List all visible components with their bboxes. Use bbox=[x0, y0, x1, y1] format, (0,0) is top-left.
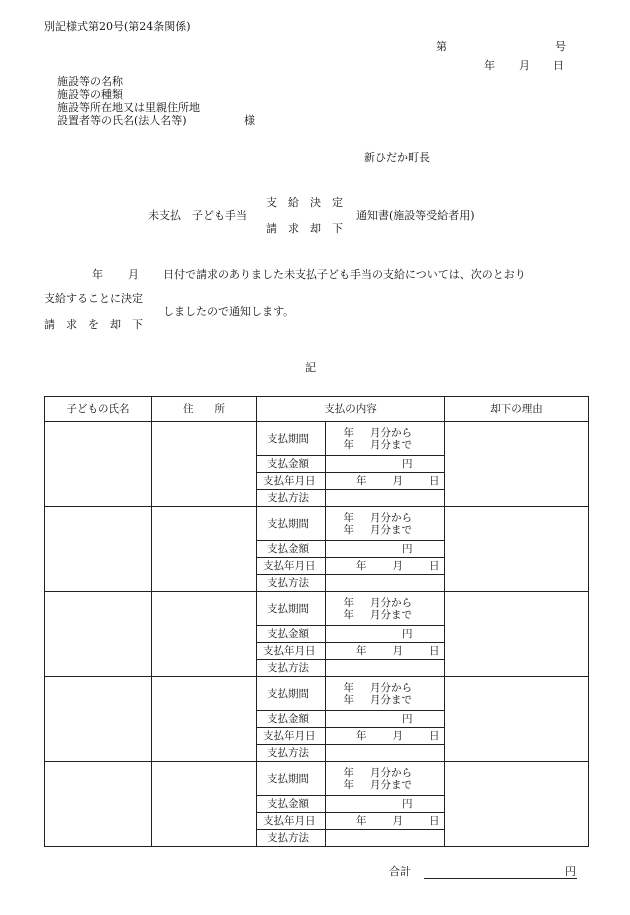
table-row bbox=[45, 507, 589, 541]
child-name-cell[interactable] bbox=[45, 677, 152, 762]
body-option-grant: 支給することに決定 bbox=[44, 292, 143, 305]
child-name-cell[interactable] bbox=[45, 592, 152, 677]
amount-unit: 円 bbox=[402, 798, 413, 810]
date-day: 日 bbox=[429, 730, 440, 742]
body-option-reject: 請 求 を 却 下 bbox=[44, 318, 143, 331]
date-year: 年 bbox=[356, 560, 367, 572]
payment-method-value[interactable] bbox=[326, 660, 445, 677]
honorific: 様 bbox=[244, 114, 255, 127]
period-from-year: 年 bbox=[343, 511, 354, 524]
date-month: 月 bbox=[392, 730, 403, 742]
period-label: 支払期間 bbox=[257, 422, 326, 456]
amount-unit: 円 bbox=[402, 458, 413, 470]
body-year: 年 bbox=[92, 268, 103, 281]
child-name-cell[interactable] bbox=[45, 422, 152, 507]
payment-method-label: 支払方法 bbox=[257, 490, 326, 507]
issue-date-year: 年 bbox=[484, 59, 495, 72]
total-unit: 円 bbox=[565, 865, 576, 878]
date-year: 年 bbox=[356, 645, 367, 657]
date-month: 月 bbox=[392, 645, 403, 657]
body-month: 月 bbox=[128, 268, 139, 281]
payment-table bbox=[44, 396, 589, 847]
body-line2: しましたので通知します。 bbox=[163, 305, 295, 318]
period-to-year: 年 bbox=[343, 608, 354, 621]
payment-date-label: 支払年月日 bbox=[257, 643, 326, 660]
rejection-reason-cell[interactable] bbox=[445, 762, 589, 847]
date-day: 日 bbox=[429, 560, 440, 572]
period-to-month: 月分まで bbox=[370, 693, 412, 706]
period-from-year: 年 bbox=[343, 426, 354, 439]
period-from-month: 月分から bbox=[370, 766, 412, 779]
total-amount-field[interactable] bbox=[424, 878, 577, 879]
table-row bbox=[45, 422, 589, 456]
document-number-suffix: 号 bbox=[555, 40, 566, 53]
amount-value[interactable] bbox=[326, 711, 445, 728]
payment-method-value[interactable] bbox=[326, 830, 445, 847]
payment-date-value[interactable] bbox=[326, 728, 445, 745]
period-to-year: 年 bbox=[343, 523, 354, 536]
date-year: 年 bbox=[356, 815, 367, 827]
amount-value[interactable] bbox=[326, 796, 445, 813]
payment-date-label: 支払年月日 bbox=[257, 473, 326, 490]
address-cell[interactable] bbox=[152, 422, 257, 507]
period-from-month: 月分から bbox=[370, 596, 412, 609]
period-from-year: 年 bbox=[343, 596, 354, 609]
payment-method-label: 支払方法 bbox=[257, 660, 326, 677]
child-name-cell[interactable] bbox=[45, 507, 152, 592]
payment-date-value[interactable] bbox=[326, 473, 445, 490]
table-row bbox=[45, 677, 589, 711]
payment-method-value[interactable] bbox=[326, 575, 445, 592]
operator-name-label: 設置者等の氏名(法人名等) bbox=[57, 114, 187, 127]
period-to-year: 年 bbox=[343, 693, 354, 706]
period-value[interactable] bbox=[326, 422, 445, 456]
payment-method-label: 支払方法 bbox=[257, 745, 326, 762]
date-month: 月 bbox=[392, 475, 403, 487]
title-suffix: 通知書(施設等受給者用) bbox=[356, 209, 475, 222]
period-value[interactable] bbox=[326, 507, 445, 541]
date-month: 月 bbox=[392, 815, 403, 827]
payment-date-label: 支払年月日 bbox=[257, 813, 326, 830]
header-child-name: 子どもの氏名 bbox=[45, 397, 152, 422]
address-cell[interactable] bbox=[152, 592, 257, 677]
period-to-month: 月分まで bbox=[370, 523, 412, 536]
rejection-reason-cell[interactable] bbox=[445, 422, 589, 507]
date-day: 日 bbox=[429, 815, 440, 827]
table-row bbox=[45, 762, 589, 796]
payment-method-value[interactable] bbox=[326, 490, 445, 507]
period-from-month: 月分から bbox=[370, 511, 412, 524]
payment-method-label: 支払方法 bbox=[257, 575, 326, 592]
title-option-grant: 支 給 決 定 bbox=[266, 196, 343, 209]
amount-unit: 円 bbox=[402, 628, 413, 640]
child-name-cell[interactable] bbox=[45, 762, 152, 847]
date-month: 月 bbox=[392, 560, 403, 572]
period-value[interactable] bbox=[326, 592, 445, 626]
period-to-month: 月分まで bbox=[370, 778, 412, 791]
period-to-year: 年 bbox=[343, 438, 354, 451]
rejection-reason-cell[interactable] bbox=[445, 592, 589, 677]
date-day: 日 bbox=[429, 645, 440, 657]
amount-label: 支払金額 bbox=[257, 711, 326, 728]
date-year: 年 bbox=[356, 730, 367, 742]
facility-type-label: 施設等の種類 bbox=[57, 88, 123, 101]
period-label: 支払期間 bbox=[257, 677, 326, 711]
period-to-month: 月分まで bbox=[370, 438, 412, 451]
header-address: 住 所 bbox=[152, 397, 257, 422]
period-from-year: 年 bbox=[343, 681, 354, 694]
amount-value[interactable] bbox=[326, 541, 445, 558]
address-cell[interactable] bbox=[152, 677, 257, 762]
period-label: 支払期間 bbox=[257, 592, 326, 626]
header-payment-content: 支払の内容 bbox=[257, 397, 445, 422]
period-label: 支払期間 bbox=[257, 507, 326, 541]
form-label: 別記様式第20号(第24条関係) bbox=[44, 20, 191, 33]
period-value[interactable] bbox=[326, 677, 445, 711]
title-option-reject: 請 求 却 下 bbox=[266, 222, 343, 235]
title-prefix: 未支払 子ども手当 bbox=[148, 209, 247, 222]
amount-label: 支払金額 bbox=[257, 456, 326, 473]
payment-date-value[interactable] bbox=[326, 643, 445, 660]
amount-label: 支払金額 bbox=[257, 541, 326, 558]
address-cell[interactable] bbox=[152, 507, 257, 592]
payment-method-label: 支払方法 bbox=[257, 830, 326, 847]
issuer-name: 新ひだか町長 bbox=[364, 151, 430, 164]
facility-address-label: 施設等所在地又は里親住所地 bbox=[57, 101, 200, 114]
document-number-prefix: 第 bbox=[436, 40, 447, 53]
body-line1: 日付で請求のありました未支払子ども手当の支給については、次のとおり bbox=[163, 268, 526, 281]
issue-date-day: 日 bbox=[553, 59, 564, 72]
period-from-year: 年 bbox=[343, 766, 354, 779]
payment-date-value[interactable] bbox=[326, 813, 445, 830]
date-day: 日 bbox=[429, 475, 440, 487]
payment-date-label: 支払年月日 bbox=[257, 728, 326, 745]
period-label: 支払期間 bbox=[257, 762, 326, 796]
address-cell[interactable] bbox=[152, 762, 257, 847]
rejection-reason-cell[interactable] bbox=[445, 507, 589, 592]
ki-heading: 記 bbox=[305, 361, 316, 374]
period-value[interactable] bbox=[326, 762, 445, 796]
period-to-month: 月分まで bbox=[370, 608, 412, 621]
period-from-month: 月分から bbox=[370, 681, 412, 694]
amount-label: 支払金額 bbox=[257, 796, 326, 813]
period-from-month: 月分から bbox=[370, 426, 412, 439]
facility-name-label: 施設等の名称 bbox=[57, 75, 123, 88]
amount-unit: 円 bbox=[402, 543, 413, 555]
issue-date-month: 月 bbox=[519, 59, 530, 72]
amount-unit: 円 bbox=[402, 713, 413, 725]
payment-date-label: 支払年月日 bbox=[257, 558, 326, 575]
amount-label: 支払金額 bbox=[257, 626, 326, 643]
header-rejection-reason: 却下の理由 bbox=[445, 397, 589, 422]
table-row bbox=[45, 592, 589, 626]
date-year: 年 bbox=[356, 475, 367, 487]
period-to-year: 年 bbox=[343, 778, 354, 791]
rejection-reason-cell[interactable] bbox=[445, 677, 589, 762]
payment-method-value[interactable] bbox=[326, 745, 445, 762]
total-label: 合計 bbox=[389, 865, 411, 878]
payment-date-value[interactable] bbox=[326, 558, 445, 575]
amount-value[interactable] bbox=[326, 456, 445, 473]
amount-value[interactable] bbox=[326, 626, 445, 643]
